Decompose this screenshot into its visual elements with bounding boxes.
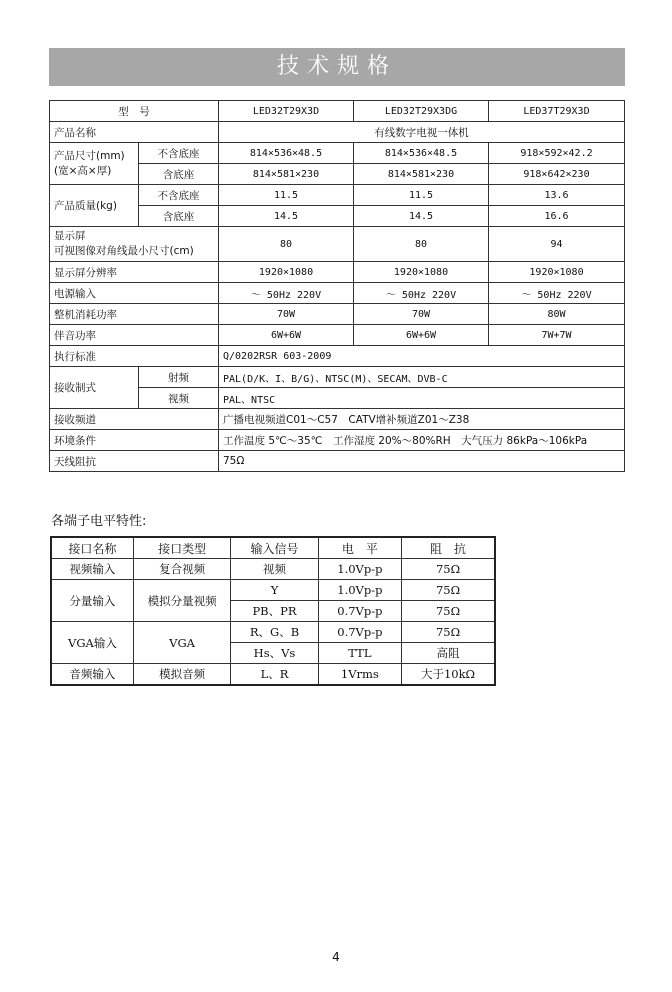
page-title: 技术规格 [49, 48, 625, 86]
reception-video-label: 视频 [139, 388, 219, 409]
table-row [51, 580, 495, 601]
antenna-label: 天线阻抗 [50, 451, 219, 472]
terminal-heading: 各端子电平特性: [51, 514, 147, 529]
column-header: 阻 抗 [402, 537, 495, 559]
audio-power-label: 伴音功率 [50, 325, 219, 346]
table-row [51, 559, 495, 580]
impedance: 75Ω [402, 580, 495, 601]
reception-label: 接收制式 [50, 367, 139, 409]
impedance: 75Ω [402, 601, 495, 622]
table-row [50, 346, 625, 367]
table-row [50, 409, 625, 430]
product-name-label: 产品名称 [50, 122, 219, 143]
size-value: 918×592×42.2 [489, 143, 625, 164]
impedance: 大于10kΩ [402, 664, 495, 686]
size-value: 814×581×230 [354, 164, 489, 185]
power-input-value: ～ 50Hz 220V [219, 283, 354, 304]
terminal-table [50, 536, 496, 686]
table-row [50, 325, 625, 346]
table-row [50, 262, 625, 283]
channels-value: 广播电视频道C01～C57 CATV增补频道Z01～Z38 [219, 409, 625, 430]
mass-label: 产品质量(kg) [50, 185, 139, 227]
screen-value: 80 [219, 227, 354, 262]
interface-name: 视频输入 [51, 559, 133, 580]
page-number: 4 [332, 950, 340, 964]
table-row [51, 664, 495, 686]
mass-with-stand-label: 含底座 [139, 206, 219, 227]
size-value: 814×581×230 [219, 164, 354, 185]
antenna-value: 75Ω [219, 451, 625, 472]
audio-power-value: 7W+7W [489, 325, 625, 346]
environment-label: 环境条件 [50, 430, 219, 451]
power-consumption-value: 70W [354, 304, 489, 325]
reception-rf-label: 射频 [139, 367, 219, 388]
table-row [50, 451, 625, 472]
interface-type: VGA [133, 622, 230, 664]
level: 1.0Vp-p [318, 580, 401, 601]
model-2: LED32T29X3DG [354, 101, 489, 122]
mass-without-stand-label: 不含底座 [139, 185, 219, 206]
table-row [50, 101, 625, 122]
level: 1Vrms [318, 664, 401, 686]
interface-name: 分量输入 [51, 580, 133, 622]
mass-value: 14.5 [219, 206, 354, 227]
spec-table [49, 100, 625, 472]
size-with-stand-label: 含底座 [139, 164, 219, 185]
input-signal: PB、PR [231, 601, 318, 622]
column-header: 电 平 [318, 537, 401, 559]
interface-type: 复合视频 [133, 559, 230, 580]
power-input-label: 电源输入 [50, 283, 219, 304]
impedance: 75Ω [402, 622, 495, 643]
table-row [50, 185, 625, 206]
column-header: 接口类型 [133, 537, 230, 559]
table-row [50, 143, 625, 164]
mass-value: 11.5 [219, 185, 354, 206]
reception-video-value: PAL、NTSC [219, 388, 625, 409]
table-row [51, 622, 495, 643]
impedance: 高阻 [402, 643, 495, 664]
product-name-value: 有线数字电视一体机 [219, 122, 625, 143]
input-signal: R、G、B [231, 622, 318, 643]
power-consumption-label: 整机消耗功率 [50, 304, 219, 325]
input-signal: Hs、Vs [231, 643, 318, 664]
interface-name: VGA输入 [51, 622, 133, 664]
size-value: 918×642×230 [489, 164, 625, 185]
power-consumption-value: 80W [489, 304, 625, 325]
screen-label: 显示屏 可视图像对角线最小尺寸(cm) [50, 227, 219, 262]
table-header-row [51, 537, 495, 559]
size-value: 814×536×48.5 [219, 143, 354, 164]
column-header: 输入信号 [231, 537, 318, 559]
input-signal: 视频 [231, 559, 318, 580]
column-header: 接口名称 [51, 537, 133, 559]
table-row [50, 304, 625, 325]
power-input-value: ～ 50Hz 220V [354, 283, 489, 304]
level: 1.0Vp-p [318, 559, 401, 580]
screen-value: 80 [354, 227, 489, 262]
resolution-value: 1920×1080 [354, 262, 489, 283]
table-row [50, 227, 625, 262]
level: 0.7Vp-p [318, 622, 401, 643]
audio-power-value: 6W+6W [354, 325, 489, 346]
impedance: 75Ω [402, 559, 495, 580]
interface-type: 模拟音频 [133, 664, 230, 686]
audio-power-value: 6W+6W [219, 325, 354, 346]
power-consumption-value: 70W [219, 304, 354, 325]
standard-label: 执行标准 [50, 346, 219, 367]
mass-value: 16.6 [489, 206, 625, 227]
table-row [50, 122, 625, 143]
model-1: LED32T29X3D [219, 101, 354, 122]
table-row [50, 367, 625, 388]
table-row [50, 430, 625, 451]
channels-label: 接收频道 [50, 409, 219, 430]
mass-value: 13.6 [489, 185, 625, 206]
interface-type: 模拟分量视频 [133, 580, 230, 622]
size-label: 产品尺寸(mm) (宽×高×厚) [50, 143, 139, 185]
model-label: 型 号 [50, 101, 219, 122]
size-without-stand-label: 不含底座 [139, 143, 219, 164]
environment-value: 工作温度 5℃～35℃ 工作湿度 20%～80%RH 大气压力 86kPa～106kPa [219, 430, 625, 451]
mass-value: 11.5 [354, 185, 489, 206]
level: 0.7Vp-p [318, 601, 401, 622]
mass-value: 14.5 [354, 206, 489, 227]
screen-value: 94 [489, 227, 625, 262]
resolution-value: 1920×1080 [219, 262, 354, 283]
table-row [50, 283, 625, 304]
level: TTL [318, 643, 401, 664]
resolution-value: 1920×1080 [489, 262, 625, 283]
standard-value: Q/0202RSR 603-2009 [219, 346, 625, 367]
model-3: LED37T29X3D [489, 101, 625, 122]
reception-rf-value: PAL(D/K、I、B/G)、NTSC(M)、SECAM、DVB-C [219, 367, 625, 388]
size-value: 814×536×48.5 [354, 143, 489, 164]
resolution-label: 显示屏分辨率 [50, 262, 219, 283]
input-signal: Y [231, 580, 318, 601]
input-signal: L、R [231, 664, 318, 686]
power-input-value: ～ 50Hz 220V [489, 283, 625, 304]
interface-name: 音频输入 [51, 664, 133, 686]
